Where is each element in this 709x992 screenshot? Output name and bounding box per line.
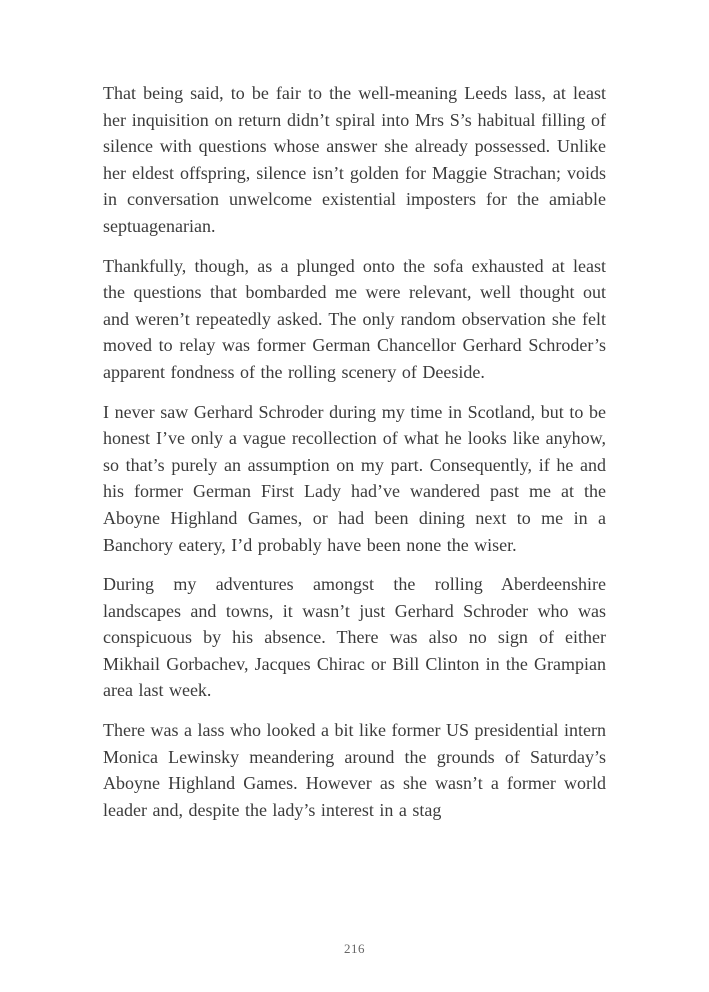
paragraph: I never saw Gerhard Schroder during my time in Scotland, but to be honest I’ve only a vague recollection of what he looks like anyhow, so that’s purely an assumption on my part. Consequently, if he and his former German First Lady had’ve wandered past me at the Aboyne Highland Games, or had been dining next to me in a Banchory eatery, I’d probably have been none the wiser.: [103, 401, 606, 555]
page-number: 216: [344, 941, 365, 956]
paragraph: That being said, to be fair to the well-meaning Leeds lass, at least her inquisition on return didn’t spiral into Mrs S’s habitual filling of silence with questions whose answer she already possessed. Unlike her eldest offspring, silence isn’t golden for Maggie Strachan; voids in conversation unwelcome existential imposters for the amiable septuagenarian.: [103, 83, 606, 236]
paragraph: Thankfully, though, as a plunged onto the sofa exhausted at least the questions that bombarded me were relevant, well thought out and weren’t repeatedly asked. The only random observation she felt moved to relay was former German Chancellor Gerhard Schroder’s apparent fondness of the rolling scenery of Deeside.: [103, 255, 606, 382]
page-footer: [0, 940, 709, 958]
paragraph: During my adventures amongst the rolling Aberdeenshire landscapes and towns, it wasn’t just Gerhard Schroder who was conspicuous by his absence. There was also no sign of either Mikhail Gorbachev, Jacques Chirac or Bill Clinton in the Grampian area last week.: [103, 574, 606, 701]
text-body: [103, 80, 606, 836]
paragraph: There was a lass who looked a bit like former US presidential intern Monica Lewinsky meandering around the grounds of Saturday’s Aboyne Highland Games. However as she wasn’t a former world leader and, despite the lady’s interest in a stag: [103, 720, 606, 820]
